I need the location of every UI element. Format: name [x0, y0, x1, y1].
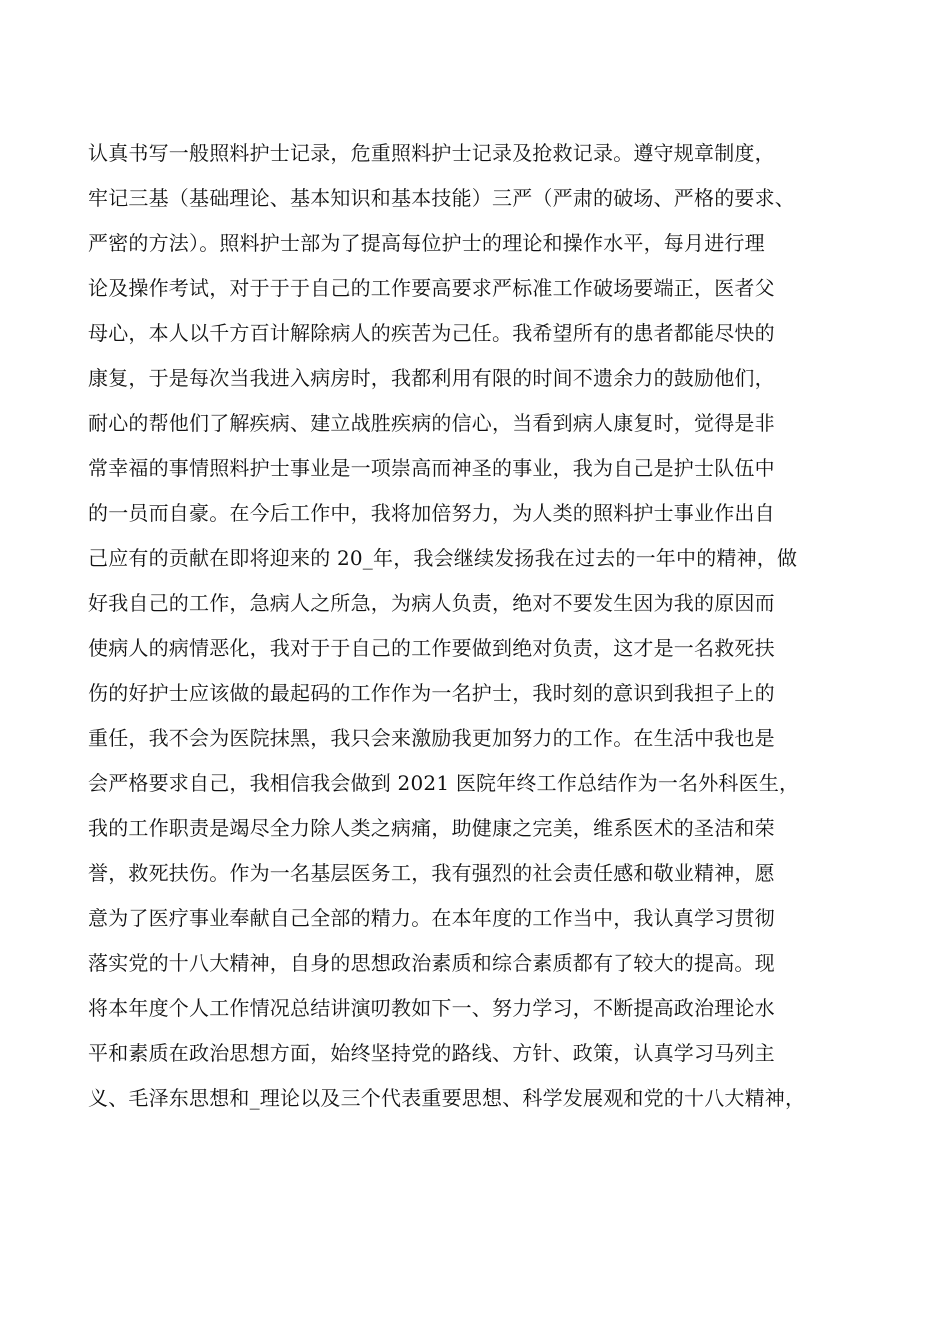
text-line: 义、毛泽东思想和_理论以及三个代表重要思想、科学发展观和党的十八大精神， [88, 1086, 806, 1110]
text-line: 誉，救死扶伤。作为一名基层医务工，我有强烈的社会责任感和敬业精神，愿 [88, 861, 775, 885]
text-line: 平和素质在政治思想方面，始终坚持党的路线、方针、政策，认真学习马列主 [88, 1041, 775, 1065]
body-text [88, 131, 878, 1121]
text-line: 认真书写一般照料护士记录，危重照料护士记录及抢救记录。遵守规章制度， [88, 141, 775, 165]
text-line: 牢记三基（基础理论、基本知识和基本技能）三严（严肃的破场、严格的要求、 [88, 186, 795, 210]
text-line: 会严格要求自己，我相信我会做到 2021 医院年终工作总结作为一名外科医生， [88, 771, 800, 795]
text-line: 耐心的帮他们了解疾病、建立战胜疾病的信心，当看到病人康复时，觉得是非 [88, 411, 775, 435]
text-line: 康复，于是每次当我进入病房时，我都利用有限的时间不遗余力的鼓励他们， [88, 366, 775, 390]
text-line: 论及操作考试，对于于于自己的工作要高要求严标准工作破场要端正，医者父 [88, 276, 775, 300]
text-line: 意为了医疗事业奉献自己全部的精力。在本年度的工作当中，我认真学习贯彻 [88, 906, 775, 930]
text-line: 的一员而自豪。在今后工作中，我将加倍努力，为人类的照料护士事业作出自 [88, 501, 775, 525]
text-line: 常幸福的事情照料护士事业是一项崇高而神圣的事业，我为自己是护士队伍中 [88, 456, 775, 480]
text-line: 母心，本人以千方百计解除病人的疾苦为己任。我希望所有的患者都能尽快的 [88, 321, 775, 345]
text-line: 好我自己的工作，急病人之所急，为病人负责，绝对不要发生因为我的原因而 [88, 591, 775, 615]
text-line: 落实党的十八大精神，自身的思想政治素质和综合素质都有了较大的提高。现 [88, 951, 775, 975]
text-line: 重任，我不会为医院抹黑，我只会来激励我更加努力的工作。在生活中我也是 [88, 726, 775, 750]
text-line: 伤的好护士应该做的最起码的工作作为一名护士，我时刻的意识到我担子上的 [88, 681, 775, 705]
text-line: 我的工作职责是竭尽全力除人类之病痛，助健康之完美，维系医术的圣洁和荣 [88, 816, 775, 840]
text-line: 使病人的病情恶化，我对于于自己的工作要做到绝对负责，这才是一名救死扶 [88, 636, 775, 660]
text-line: 将本年度个人工作情况总结讲演叨教如下一、努力学习，不断提高政治理论水 [88, 996, 775, 1020]
text-line: 严密的方法）。照料护士部为了提高每位护士的理论和操作水平，每月进行理 [88, 231, 765, 255]
text-line: 己应有的贡献在即将迎来的 20_年，我会继续发扬我在过去的一年中的精神，做 [88, 546, 798, 570]
